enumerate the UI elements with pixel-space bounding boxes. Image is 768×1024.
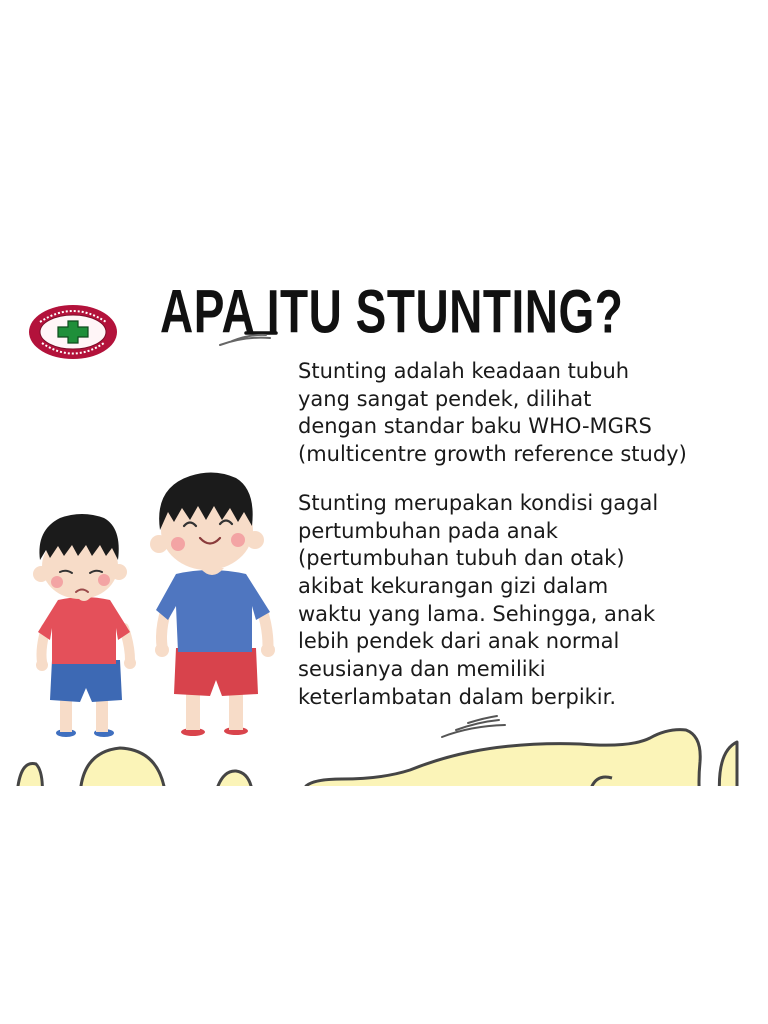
paragraph-line: pertumbuhan pada anak: [298, 518, 558, 543]
short-child-illustration: [33, 514, 136, 737]
shoe: [56, 729, 76, 737]
hand: [124, 657, 136, 669]
paragraph-line: Stunting adalah keadaan tubuh: [298, 359, 630, 383]
ear: [150, 535, 168, 553]
logo-ring: [29, 305, 117, 359]
hand: [261, 643, 275, 657]
paragraph-line: (pertumbuhan tubuh dan otak): [298, 546, 625, 571]
ground-blob: [16, 763, 42, 800]
ground-hill: [302, 730, 700, 800]
hand: [36, 659, 48, 671]
cheek: [231, 533, 245, 547]
eye: [90, 571, 102, 573]
green-cross-icon: [58, 321, 88, 343]
explanation-paragraph: [298, 490, 658, 712]
ear: [33, 566, 49, 582]
paragraph-line: yang sangat pendek, dilihat: [298, 386, 592, 411]
eye: [220, 521, 232, 525]
paragraph-line: seusianya dan memiliki: [298, 657, 546, 682]
paragraph-line: dengan standar baku WHO-MGRS: [298, 414, 652, 439]
shorts: [174, 648, 258, 696]
leg: [96, 698, 108, 732]
hair: [39, 514, 118, 560]
eye: [184, 523, 196, 527]
arm: [124, 628, 130, 660]
paragraph-line: keterlambatan dalam berpikir.: [298, 684, 617, 709]
tall-child-illustration: [150, 472, 275, 736]
hair: [159, 472, 253, 530]
ground-blob: [214, 771, 253, 800]
shirt: [38, 597, 130, 664]
neck: [76, 596, 92, 601]
paragraph-line: lebih pendek dari anak normal: [298, 629, 620, 654]
neck: [200, 568, 224, 575]
shirt: [156, 570, 270, 652]
leg: [229, 690, 243, 730]
shoe: [94, 729, 114, 737]
leg: [186, 690, 200, 730]
frown-mouth: [76, 590, 88, 593]
arm: [262, 610, 268, 646]
logo-lettering-bottom: [42, 343, 104, 354]
shorts: [50, 660, 122, 702]
cheek: [51, 576, 63, 588]
arm: [42, 628, 47, 662]
logo-lettering-top: [40, 311, 106, 322]
arm: [162, 610, 167, 646]
leg: [60, 698, 72, 732]
ground-blob: [719, 742, 737, 800]
cheek: [171, 537, 185, 551]
hand: [155, 643, 169, 657]
smile-mouth: [200, 538, 220, 544]
head: [42, 533, 118, 599]
motion-swoosh: [442, 716, 505, 737]
organization-logo: [29, 305, 117, 359]
paragraph-line: waktu yang lama. Sehingga, anak: [298, 601, 656, 626]
cheek: [98, 574, 110, 586]
shoe: [224, 727, 248, 735]
head: [161, 490, 253, 570]
paragraph-line: (multicentre growth reference study): [298, 442, 687, 467]
ground-decoration: [16, 730, 737, 800]
logo-inner: [40, 315, 106, 349]
ear: [246, 531, 264, 549]
paragraph-line: akibat kekurangan gizi dalam: [298, 574, 609, 599]
ground-detail: [590, 777, 612, 800]
ground-blob: [80, 748, 166, 800]
paragraph-line: Stunting merupakan kondisi gagal: [298, 491, 659, 515]
definition-paragraph: [298, 358, 687, 469]
ear: [111, 564, 127, 580]
eye: [60, 571, 72, 573]
page-title: APA ITU STUNTING?: [160, 275, 624, 346]
shoe: [181, 728, 205, 736]
